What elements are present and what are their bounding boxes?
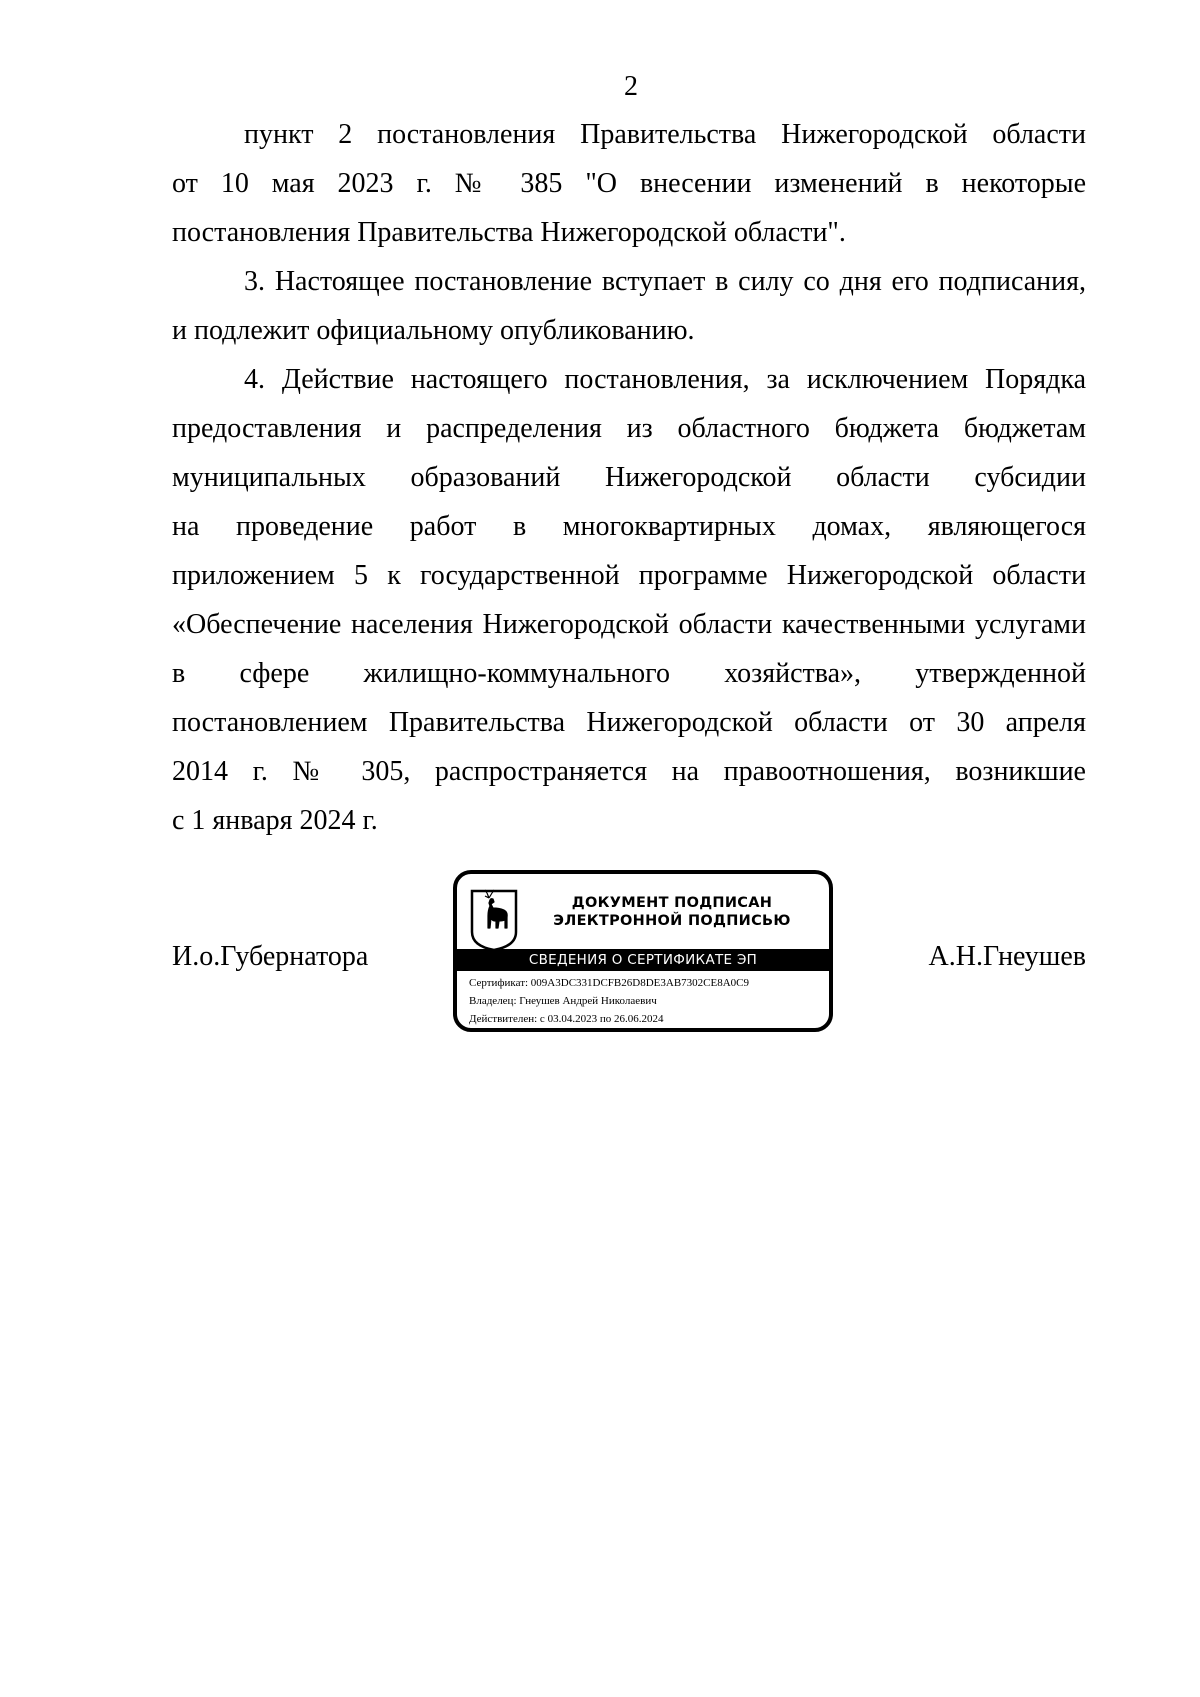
deer-coat-of-arms-icon xyxy=(469,888,519,952)
text-line: пункт 2 постановления Правительства Нижегородской области xyxy=(244,119,1086,150)
signatory-name: А.Н.Гнеушев xyxy=(928,941,1086,972)
stamp-title-line: ЭЛЕКТРОННОЙ ПОДПИСЬЮ xyxy=(553,913,791,929)
page-number: 2 xyxy=(624,71,638,102)
certificate-validity: Действителен: с 03.04.2023 по 26.06.2024 xyxy=(469,1013,664,1025)
text-line: в сфере жилищно-коммунального хозяйства», утвержденной xyxy=(172,658,1086,689)
text-line: постановления Правительства Нижегородской области". xyxy=(172,217,846,248)
paragraph-3 xyxy=(172,257,1086,355)
paragraph-4 xyxy=(172,355,1086,845)
stamp-title xyxy=(527,894,817,930)
text-line: 2014 г. № 305, распространяется на правоотношения, возникшие xyxy=(172,756,1086,787)
electronic-signature-stamp xyxy=(453,870,833,1032)
signatory-position: И.о.Губернатора xyxy=(172,941,369,972)
certificate-number: Сертификат: 009A3DC331DCFB26D8DE3AB7302CE8A0C9 xyxy=(469,977,749,989)
certificate-details xyxy=(469,974,819,1028)
certificate-owner: Владелец: Гнеушев Андрей Николаевич xyxy=(469,995,657,1007)
text-line: на проведение работ в многоквартирных домах, являющегося xyxy=(172,511,1086,542)
text-line: и подлежит официальному опубликованию. xyxy=(172,315,695,346)
document-body xyxy=(172,110,1086,845)
text-line: постановлением Правительства Нижегородской области от 30 апреля xyxy=(172,707,1086,738)
stamp-title-line: ДОКУМЕНТ ПОДПИСАН xyxy=(571,895,773,911)
text-line: муниципальных образований Нижегородской области субсидии xyxy=(172,462,1086,493)
text-line: «Обеспечение населения Нижегородской области качественными услугами xyxy=(172,609,1086,640)
text-line: от 10 мая 2023 г. № 385 "О внесении изменений в некоторые xyxy=(172,168,1086,199)
certificate-info-bar: СВЕДЕНИЯ О СЕРТИФИКАТЕ ЭП xyxy=(457,949,829,971)
text-line: 3. Настоящее постановление вступает в силу со дня его подписания, xyxy=(244,266,1086,297)
text-line: с 1 января 2024 г. xyxy=(172,805,378,836)
text-line: 4. Действие настоящего постановления, за исключением Порядка xyxy=(244,364,1086,395)
paragraph-1 xyxy=(172,110,1086,257)
text-line: приложением 5 к государственной программе Нижегородской области xyxy=(172,560,1086,591)
text-line: предоставления и распределения из областного бюджета бюджетам xyxy=(172,413,1086,444)
